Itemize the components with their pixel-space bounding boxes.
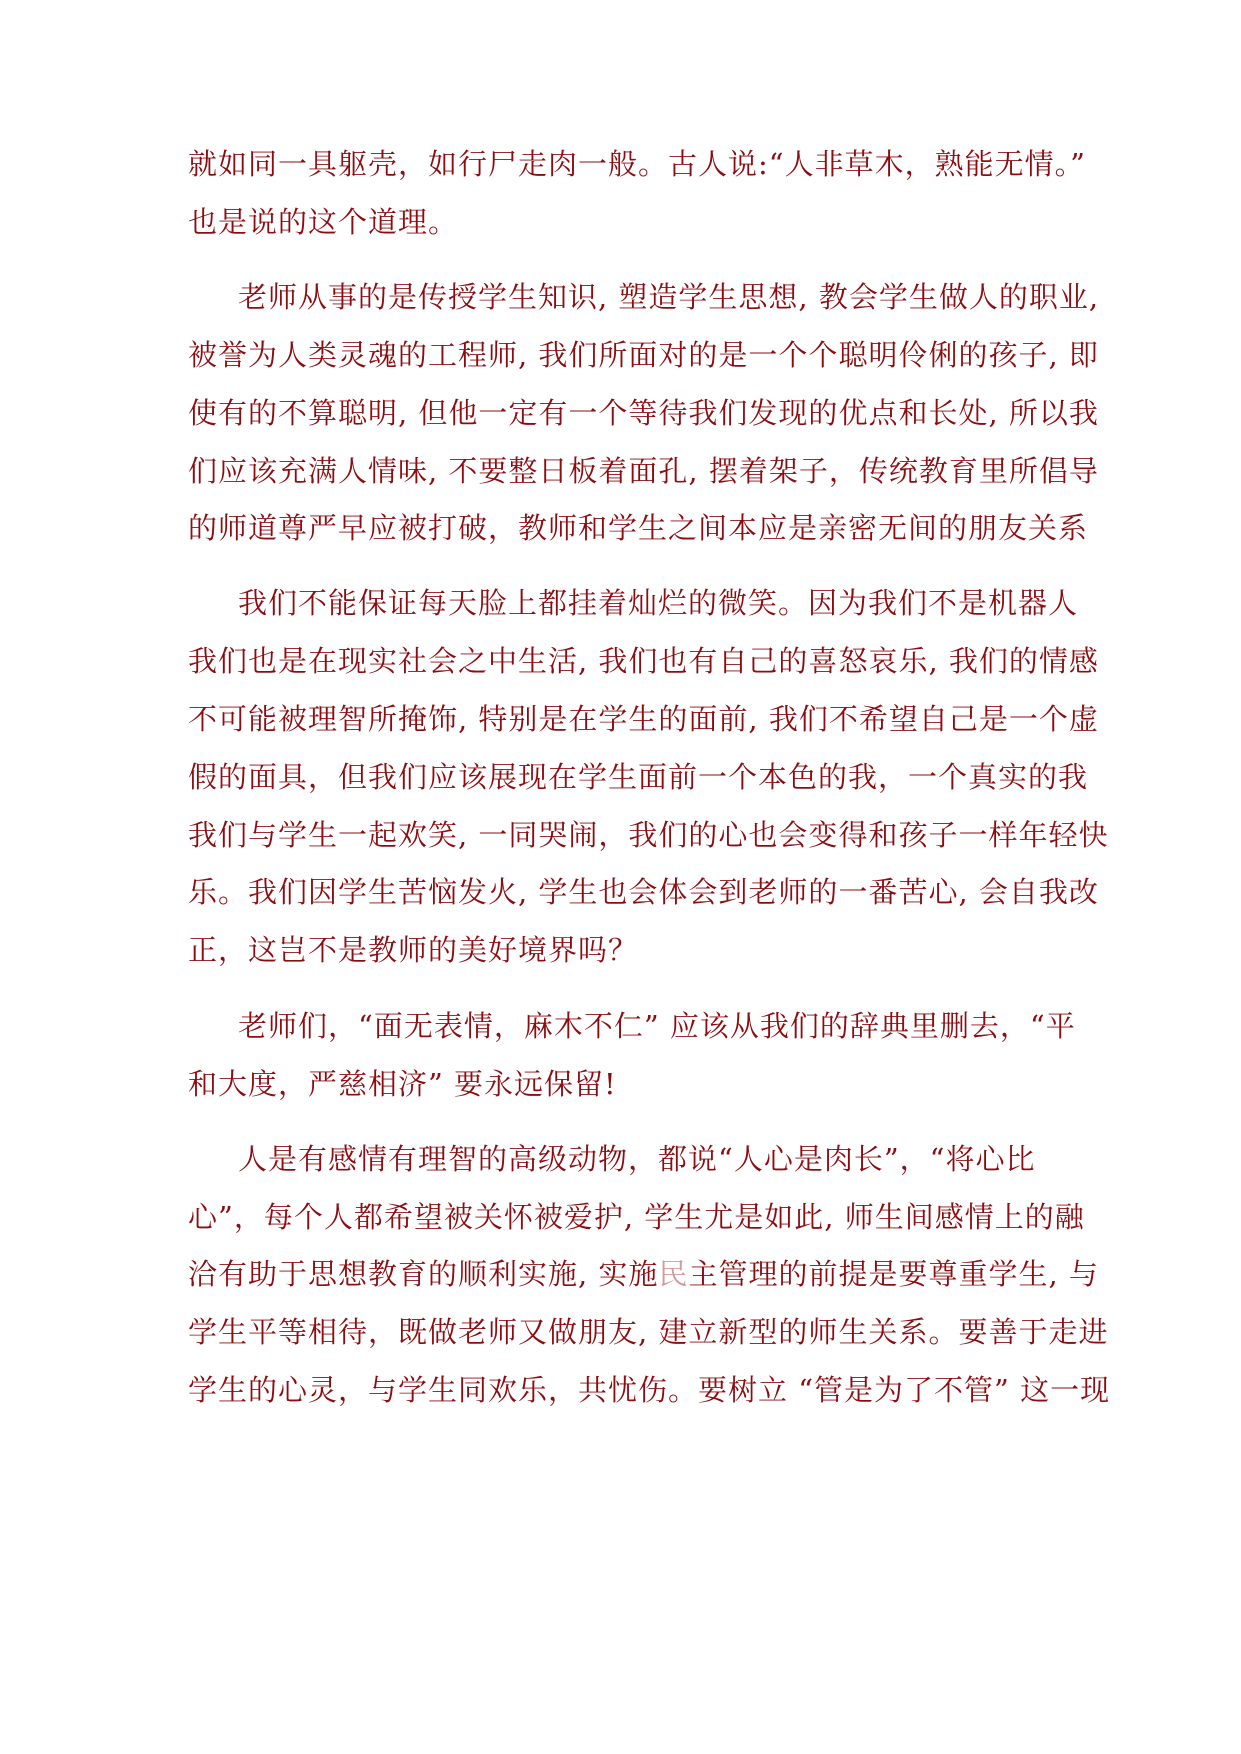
text-line: 假的面具，但我们应该展现在学生面前一个本色的我，一个真实的我 [188,760,1089,794]
text-line [188,1256,1099,1292]
text-line: 我们不能保证每天脸上都挂着灿烂的微笑。因为我们不是机器人 [238,586,1079,620]
text-line: 正，这岂不是教师的美好境界吗？ [188,933,639,967]
text-line: 和大度，严慈相济” 要永远保留! [188,1067,617,1101]
text-line: 我们也是在现实社会之中生活, 我们也有自己的喜怒哀乐, 我们的情感 [188,644,1099,678]
text-line: 学生的心灵，与学生同欢乐，共忧伤。要树立 “管是为了不管” 这一现 [188,1373,1111,1407]
text-line: 使有的不算聪明, 但他一定有一个等待我们发现的优点和长处, 所以我 [188,396,1099,430]
text-line: 被誉为人类灵魂的工程师, 我们所面对的是一个个聪明伶俐的孩子, 即 [188,338,1099,372]
text-line: 老师从事的是传授学生知识, 塑造学生思想, 教会学生做人的职业, [238,280,1100,314]
text-line: 不可能被理智所掩饰, 特别是在学生的面前, 我们不希望自己是一个虚 [188,702,1099,736]
text-line: 学生平等相待，既做老师又做朋友, 建立新型的师生关系。要善于走进 [188,1315,1109,1349]
faded-character: 民 [658,1257,689,1291]
text-line: 我们与学生一起欢笑, 一同哭闹，我们的心也会变得和孩子一样年轻快 [188,818,1109,852]
text-line: 就如同一具躯壳，如行尸走肉一般。古人说:“人非草木，熟能无情。” [188,147,1086,181]
text-line: 老师们，“面无表情，麻木不仁” 应该从我们的辞典里删去，“平 [238,1009,1076,1043]
text-line: 们应该充满人情味, 不要整日板着面孔, 摆着架子，传统教育里所倡导 [188,454,1099,488]
text-line: 人是有感情有理智的高级动物，都说“人心是肉长”，“将心比 [238,1142,1036,1176]
text-segment: 主管理的前提是要尊重学生, 与 [688,1257,1099,1291]
text-line: 也是说的这个道理。 [188,205,459,239]
text-segment: 洽有助于思想教育的顺利实施, 实施 [188,1257,659,1291]
text-line: 的师道尊严早应被打破，教师和学生之间本应是亲密无间的朋友关系 [188,511,1089,545]
text-line: 乐。我们因学生苦恼发火, 学生也会体会到老师的一番苦心, 会自我改 [188,875,1099,909]
text-line: 心”，每个人都希望被关怀被爱护, 学生尤是如此, 师生间感情上的融 [188,1200,1085,1234]
